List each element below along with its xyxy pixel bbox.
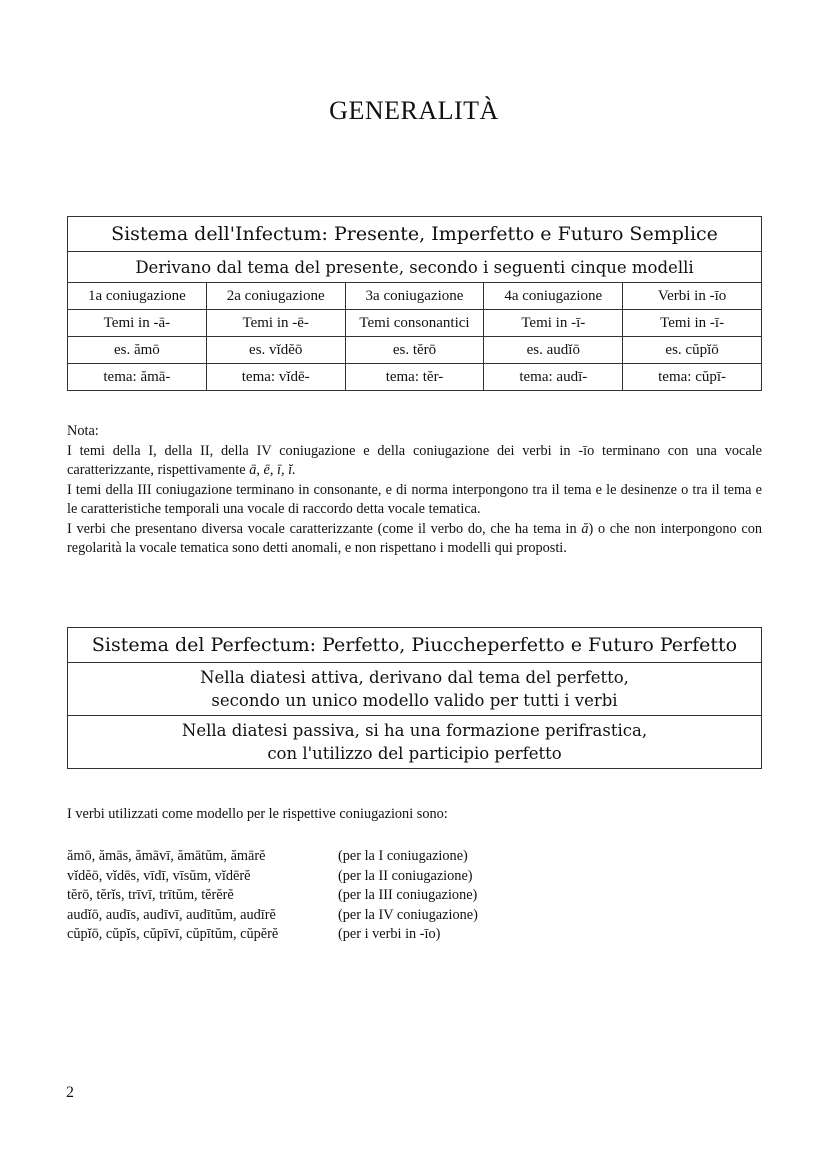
verb-forms: ămō, ămās, ămāvī, ămātŭm, ămārĕ <box>67 848 266 864</box>
models-intro: I verbi utilizzati come modello per le rispettive coniugazioni sono: <box>67 806 448 822</box>
verb-forms: tĕrō, tĕrĭs, trīvī, trītŭm, tĕrĕrĕ <box>67 887 234 903</box>
page-title: GENERALITÀ <box>329 96 499 125</box>
verb-note: (per la III coniugazione) <box>338 887 478 903</box>
table-cell: Temi consonantici <box>345 310 484 337</box>
note-text: I verbi che presentano diversa vocale caratterizzante (come il verbo do, che ha tema in <box>67 520 577 537</box>
note-paragraph: I temi della III coniugazione terminano in consonante, e di norma interpongono tra il tema e le desinenze o tra il tema e le caratteristiche temporali una vocale di raccordo detta vocale tematica. <box>67 481 762 517</box>
table-cell: 4a coniugazione <box>484 283 623 310</box>
table-cell: es. vĭdĕō <box>206 337 345 364</box>
model-verbs-list <box>67 847 478 945</box>
note-paragraph <box>67 442 762 481</box>
verb-note: (per la I coniugazione) <box>338 848 468 864</box>
note-paragraph <box>67 520 762 559</box>
table-cell: tema: audī- <box>484 364 623 391</box>
table-cell: 3a coniugazione <box>345 283 484 310</box>
perfectum-passive <box>68 716 762 769</box>
list-item <box>67 886 478 906</box>
list-item <box>67 906 478 926</box>
perfectum-active <box>68 663 762 716</box>
infectum-subheading: Derivano dal tema del presente, secondo i seguenti cinque modelli <box>68 252 762 283</box>
table-cell: Temi in -ā- <box>68 310 207 337</box>
table-row <box>68 337 762 364</box>
perfectum-heading: Sistema del Perfectum: Perfetto, Piuccheperfetto e Futuro Perfetto <box>68 628 762 663</box>
verb-forms: cŭpĭō, cŭpĭs, cŭpīvī, cŭpītŭm, cŭpĕrĕ <box>67 926 279 942</box>
verb-forms: audĭō, audīs, audīvī, audītŭm, audīrĕ <box>67 906 276 923</box>
table-cell: 2a coniugazione <box>206 283 345 310</box>
line: con l'utilizzo del participio perfetto <box>267 744 562 763</box>
verb-note: (per i verbi in -īo) <box>338 926 441 942</box>
table-cell: tema: vĭdē- <box>206 364 345 391</box>
table-cell: tema: ămā- <box>68 364 207 391</box>
infectum-heading: Sistema dell'Infectum: Presente, Imperfetto e Futuro Semplice <box>68 217 762 252</box>
table-row <box>68 310 762 337</box>
note-text: I temi della I, della II, della IV coniugazione e della coniugazione dei verbi in -īo terminano con una vocale caratterizzante, rispettivamente <box>67 442 762 478</box>
line: Nella diatesi passiva, si ha una formazione perifrastica, <box>181 721 648 740</box>
note-label: Nota: <box>67 423 99 439</box>
table-cell: Verbi in -īo <box>623 283 762 310</box>
table-cell: Temi in -ī- <box>484 310 623 337</box>
table-cell: Temi in -ī- <box>623 310 762 337</box>
table-row <box>68 364 762 391</box>
table-cell: 1a coniugazione <box>68 283 207 310</box>
note-text: ) o che non interpongono con regolarità la vocale tematica sono detti anomali, e non rispettano i modelli qui proposti. <box>67 520 763 556</box>
note-vowel: ă <box>581 520 589 537</box>
list-item <box>67 925 478 945</box>
table-cell: tema: tĕr- <box>345 364 484 391</box>
table-row <box>68 283 762 310</box>
line: secondo un unico modello valido per tutti i verbi <box>211 691 618 710</box>
note-vowels: ā, ē, ī, ĭ. <box>249 462 296 478</box>
list-item <box>67 847 478 867</box>
table-cell: Temi in -ē- <box>206 310 345 337</box>
table-cell: es. ămō <box>68 337 207 364</box>
table-cell: es. audĭō <box>484 337 623 364</box>
table-cell: es. tĕrō <box>345 337 484 364</box>
perfectum-table <box>67 627 762 769</box>
line: Nella diatesi attiva, derivano dal tema del perfetto, <box>200 668 629 687</box>
table-cell: tema: cŭpī- <box>623 364 762 391</box>
page-number: 2 <box>66 1084 74 1101</box>
table-cell: es. cŭpĭō <box>623 337 762 364</box>
verb-note: (per la IV coniugazione) <box>338 906 478 923</box>
note-section <box>67 422 762 559</box>
list-item <box>67 867 478 887</box>
verb-forms: vĭdĕō, vĭdēs, vīdī, vīsŭm, vĭdērĕ <box>67 867 251 884</box>
verb-note: (per la II coniugazione) <box>338 867 473 884</box>
infectum-table <box>67 216 762 391</box>
